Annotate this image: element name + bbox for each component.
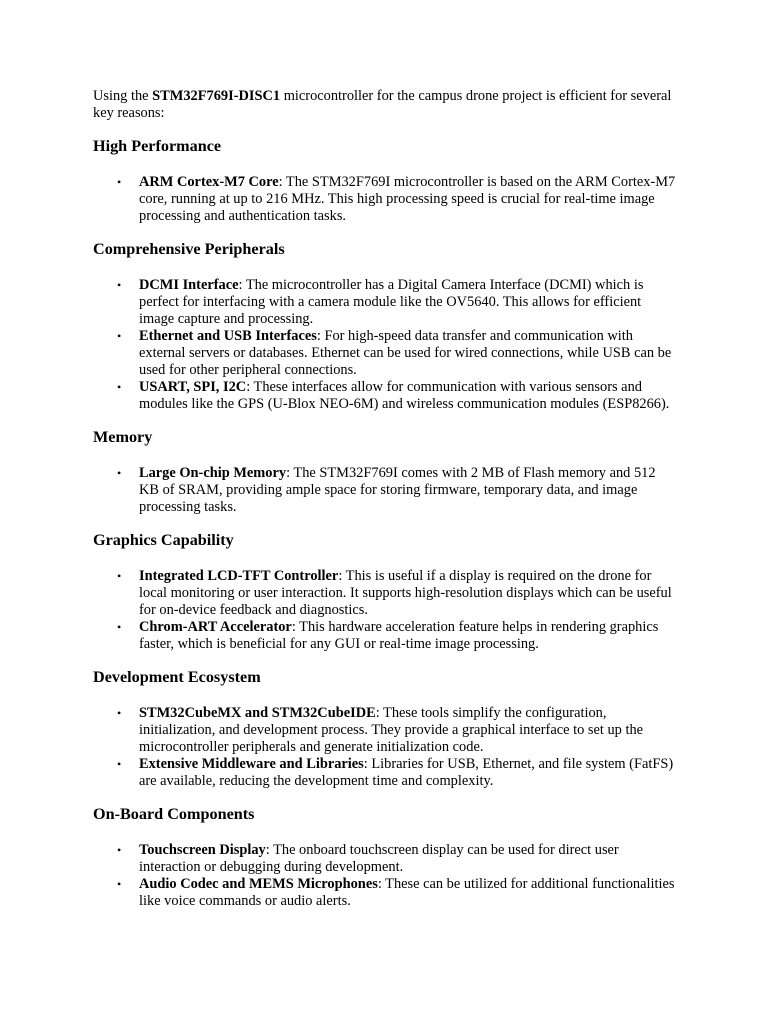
section-heading-graphics-capability: Graphics Capability <box>93 531 234 549</box>
list-item <box>117 876 678 910</box>
bullet-text: : These interfaces allow for communication with various sensors and modules like the GPS (U-Blox NEO-6M) and wireless communication modules (ESP8266). <box>139 379 670 412</box>
bullet-term: Audio Codec and MEMS Microphones <box>139 876 378 892</box>
bullet-list-graphics-capability <box>93 568 678 653</box>
bullet-icon: • <box>117 175 122 189</box>
bullet-icon: • <box>117 757 122 771</box>
bullet-text: : For high-speed data transfer and communication with external servers or databases. Ethernet can be used for wired connections, while USB can be used for other peripheral connections. <box>139 328 672 378</box>
bullet-list-memory <box>93 465 678 516</box>
bullet-term: STM32CubeMX and STM32CubeIDE <box>139 705 376 721</box>
section-heading-memory: Memory <box>93 428 153 446</box>
bullet-icon: • <box>117 569 122 583</box>
list-item <box>117 277 678 328</box>
bullet-text: : The STM32F769I microcontroller is based on the ARM Cortex-M7 core, running at up to 216 MHz. This high processing speed is crucial for real-time image processing and authentication tasks. <box>139 174 676 224</box>
bullet-list-comprehensive-peripherals <box>93 277 678 413</box>
bullet-term: ARM Cortex-M7 Core <box>139 174 279 190</box>
bullet-text: : This is useful if a display is required on the drone for local monitoring or user interaction. It supports high-resolution displays which can be useful for on-device feedback and diagnostics. <box>139 568 672 618</box>
intro-prefix: Using the <box>93 88 153 104</box>
bullet-icon: • <box>117 620 122 634</box>
bullet-term: Integrated LCD-TFT Controller <box>139 568 339 584</box>
bullet-term: Chrom-ART Accelerator <box>139 619 292 635</box>
list-item <box>117 174 678 225</box>
list-item <box>117 465 678 516</box>
section-heading-development-ecosystem: Development Ecosystem <box>93 668 261 686</box>
bullet-term: Extensive Middleware and Libraries <box>139 756 364 772</box>
bullet-icon: • <box>117 466 122 480</box>
section-heading-high-performance: High Performance <box>93 137 222 155</box>
bullet-text: : This hardware acceleration feature helps in rendering graphics faster, which is beneficial for any GUI or real-time image processing. <box>139 619 659 652</box>
bullet-icon: • <box>117 877 122 891</box>
section-heading-comprehensive-peripherals: Comprehensive Peripherals <box>93 240 285 258</box>
bullet-list-development-ecosystem <box>93 705 678 790</box>
list-item <box>117 568 678 619</box>
list-item <box>117 756 678 790</box>
list-item <box>117 379 678 413</box>
bullet-text: : Libraries for USB, Ethernet, and file system (FatFS) are available, reducing the development time and complexity. <box>139 756 674 789</box>
bullet-text: : The microcontroller has a Digital Camera Interface (DCMI) which is perfect for interfacing with a camera module like the OV5640. This allows for efficient image capture and processing. <box>139 277 644 327</box>
intro-product-name: STM32F769I-DISC1 <box>152 88 281 104</box>
bullet-text: : The onboard touchscreen display can be used for direct user interaction or debugging during development. <box>139 842 619 875</box>
bullet-list-high-performance <box>93 174 678 225</box>
section-heading-on-board-components: On-Board Components <box>93 805 255 823</box>
bullet-text: : The STM32F769I comes with 2 MB of Flash memory and 512 KB of SRAM, providing ample space for storing firmware, temporary data, and image processing tasks. <box>139 465 656 515</box>
bullet-text: : These can be utilized for additional functionalities like voice commands or audio alerts. <box>139 876 675 909</box>
list-item <box>117 328 678 379</box>
list-item <box>117 842 678 876</box>
bullet-icon: • <box>117 380 122 394</box>
bullet-icon: • <box>117 278 122 292</box>
bullet-term: DCMI Interface <box>139 277 239 293</box>
intro-paragraph <box>93 88 678 122</box>
list-item <box>117 619 678 653</box>
bullet-icon: • <box>117 706 122 720</box>
bullet-list-on-board-components <box>93 842 678 910</box>
bullet-term: Ethernet and USB Interfaces <box>139 328 317 344</box>
bullet-icon: • <box>117 843 122 857</box>
bullet-term: Large On-chip Memory <box>139 465 287 481</box>
bullet-icon: • <box>117 329 122 343</box>
bullet-term: USART, SPI, I2C <box>139 379 247 395</box>
intro-suffix: microcontroller for the campus drone project is efficient for several key reasons: <box>93 88 672 121</box>
bullet-text: : These tools simplify the configuration, initialization, and development process. They provide a graphical interface to set up the microcontroller peripherals and generate initialization code. <box>139 705 644 755</box>
bullet-term: Touchscreen Display <box>139 842 266 858</box>
list-item <box>117 705 678 756</box>
